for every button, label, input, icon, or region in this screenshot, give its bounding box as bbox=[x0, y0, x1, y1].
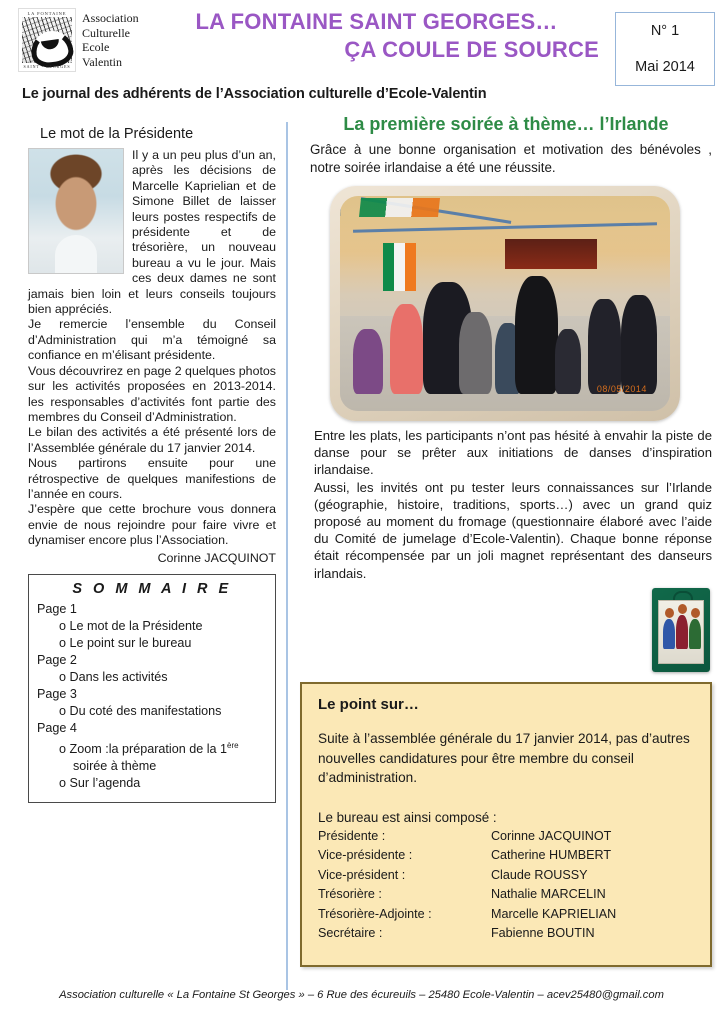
le-point-sur-text: Suite à l’assemblée générale du 17 janvier 2014, pas d’autres nouvelles candidatures pour être membre du conseil d’administration. bbox=[318, 731, 690, 785]
sommaire-page-label: Page 3 bbox=[37, 686, 77, 701]
right-column bbox=[300, 114, 712, 582]
sommaire-box bbox=[28, 574, 276, 803]
bureau-role: Vice-présidente : bbox=[318, 848, 413, 862]
photo-dancer bbox=[515, 276, 558, 394]
irlande-article-heading: La première soirée à thème… l’Irlande bbox=[343, 114, 669, 134]
photo-dancer bbox=[555, 329, 581, 394]
irish-evening-photo bbox=[340, 196, 670, 411]
sommaire-page-label: Page 2 bbox=[37, 652, 77, 667]
issue-info-box bbox=[615, 12, 715, 86]
logo-mark-bottom-text: SAINT - GEORGES bbox=[23, 64, 71, 69]
sommaire-page-label: Page 1 bbox=[37, 601, 77, 616]
page-footer: Association culturelle « La Fontaine St Georges » – 6 Rue des écureuils – 25480 Ecole-Valentin – acev25480@gmail.com bbox=[59, 989, 664, 1001]
newsletter-title bbox=[150, 8, 603, 64]
president-paragraph: Il y a un peu plus d’un an, après les décisions de Marcelle Kaprielian et de Simone Billet de laisser leurs postes respectifs de présidente et de trésorière, un nouveau bureau a vu le jour. Mais ces deux dames ne sont jamais bien loin et leurs conseils toujours bien appréciés. bbox=[28, 148, 276, 317]
sommaire-item[interactable]: o Zoom :la préparation de la 1ère soirée à thème bbox=[59, 737, 267, 775]
association-logo bbox=[18, 8, 139, 72]
bureau-name: Catherine HUMBERT bbox=[490, 848, 612, 862]
le-point-sur-title: Le point sur… bbox=[318, 696, 419, 713]
irlande-article-body bbox=[314, 427, 712, 582]
bureau-role: Trésorière : bbox=[318, 887, 382, 901]
fountain-logo-icon bbox=[18, 8, 76, 72]
bureau-role: Présidente : bbox=[318, 828, 386, 843]
irlande-lead-paragraph: Grâce à une bonne organisation et motivation des bénévoles , notre soirée irlandaise a été une réussite. bbox=[310, 142, 712, 175]
president-paragraph: Nous partirons ensuite pour une rétrospective de quelques manifestions de l’année en cours. bbox=[28, 456, 276, 501]
sommaire-page-label: Page 4 bbox=[37, 720, 77, 735]
newsletter-subtitle: Le journal des adhérents de l’Association culturelle d’Ecole-Valentin bbox=[22, 86, 487, 102]
bureau-name: Corinne JACQUINOT bbox=[490, 828, 612, 843]
sommaire-list bbox=[59, 669, 267, 686]
photo-dancer bbox=[353, 329, 383, 394]
photo-dancer bbox=[459, 312, 492, 394]
bureau-intro: Le bureau est ainsi composé : bbox=[318, 809, 497, 825]
magnet-dancer bbox=[689, 619, 701, 649]
president-paragraph: Le bilan des activités a été présenté lors de l’Assemblée générale du 17 janvier 2014. bbox=[28, 425, 276, 455]
logo-line-2: Culturelle bbox=[82, 25, 130, 40]
logo-wordmark bbox=[82, 8, 139, 70]
irlande-paragraph: Entre les plats, les participants n’ont pas hésité à envahir la piste de danse pour se prêter aux initiations de danses d’inspiration irlandaise. bbox=[314, 428, 712, 478]
bureau-name: Claude ROUSSY bbox=[490, 867, 588, 882]
logo-line-4: Valentin bbox=[82, 54, 122, 69]
president-signature: Corinne JACQUINOT bbox=[157, 550, 276, 565]
table-row bbox=[318, 905, 694, 925]
column-divider bbox=[286, 122, 288, 990]
logo-line-1: Association bbox=[82, 11, 139, 25]
bureau-role: Vice-président : bbox=[318, 867, 406, 882]
table-row bbox=[318, 846, 694, 866]
bureau-members-table bbox=[318, 827, 694, 944]
irish-dancers-magnet-photo bbox=[652, 588, 710, 672]
sommaire-list bbox=[59, 737, 267, 792]
table-row bbox=[318, 885, 694, 905]
magnet-hang-tab bbox=[673, 591, 693, 600]
table-row bbox=[318, 827, 694, 847]
photo-dancer bbox=[621, 295, 657, 394]
bureau-role: Secrétaire : bbox=[318, 926, 383, 940]
left-column bbox=[28, 126, 276, 803]
sommaire-item[interactable]: o Dans les activités bbox=[59, 669, 267, 686]
magnet-card bbox=[658, 600, 704, 664]
table-row bbox=[318, 866, 694, 886]
sommaire-item[interactable]: o Le mot de la Présidente bbox=[59, 618, 267, 635]
title-line-2: ÇA COULE DE SOURCE bbox=[344, 37, 599, 62]
magnet-dancer bbox=[676, 615, 688, 649]
sommaire-title: S O M M A I R E bbox=[72, 580, 232, 597]
magnet-dancer bbox=[663, 619, 675, 649]
irish-evening-photo-frame bbox=[330, 186, 680, 421]
photo-stage bbox=[505, 239, 597, 269]
sommaire-item[interactable]: o Sur l’agenda bbox=[59, 775, 267, 792]
issue-date: Mai 2014 bbox=[635, 59, 695, 75]
logo-line-3: Ecole bbox=[82, 40, 110, 54]
president-paragraph: Vous découvrirez en page 2 quelques photos sur les activités proposées en 2013-2014. les responsables d’activités font partie des membres du Conseil d’Administration. bbox=[28, 363, 276, 424]
sommaire-list bbox=[59, 703, 267, 720]
masthead bbox=[0, 0, 723, 102]
president-paragraph: J’espère que cette brochure vous donnera envie de nous rejoindre pour faire vivre et dynamiser encore plus l’Association. bbox=[28, 502, 276, 548]
title-line-1: LA FONTAINE SAINT GEORGES… bbox=[195, 9, 558, 34]
logo-mark-top-text: LA FONTAINE bbox=[27, 11, 67, 16]
bureau-name: Marcelle KAPRIELIAN bbox=[490, 906, 617, 921]
bureau-name: Nathalie MARCELIN bbox=[490, 887, 606, 901]
irish-flag-icon bbox=[359, 198, 440, 217]
bureau-role: Trésorière-Adjointe : bbox=[318, 906, 432, 921]
irlande-paragraph: Aussi, les invités ont pu tester leurs connaissances sur l’Irlande (géographie, histoire, traditions, sports…) avec un grand quiz proposé au moment du fromage (questionnaire élaboré avec l’aide du Comité de jumelage d’Ecole-Valentin). Chaque bonne réponse était récompensée par un joli magnet représentant des danseurs irlandais. bbox=[314, 479, 712, 581]
issue-number: N° 1 bbox=[650, 23, 680, 39]
photo-date-stamp: 08/05/2014 bbox=[596, 383, 647, 394]
bureau-name: Fabienne BOUTIN bbox=[490, 926, 595, 940]
sommaire-item[interactable]: o Du coté des manifestations bbox=[59, 703, 267, 720]
sommaire-item[interactable]: o Le point sur le bureau bbox=[59, 635, 267, 652]
photo-dancer bbox=[390, 304, 423, 394]
sommaire-list bbox=[59, 618, 267, 652]
photo-dancer bbox=[588, 299, 621, 394]
table-row bbox=[318, 924, 694, 944]
president-paragraph: Je remercie l’ensemble du Conseil d’Administration qui m’a témoigné sa confiance en m’élisant présidente. bbox=[28, 317, 276, 363]
president-word-heading: Le mot de la Présidente bbox=[40, 126, 194, 142]
president-portrait-photo bbox=[28, 148, 124, 274]
le-point-sur-box bbox=[300, 682, 712, 967]
